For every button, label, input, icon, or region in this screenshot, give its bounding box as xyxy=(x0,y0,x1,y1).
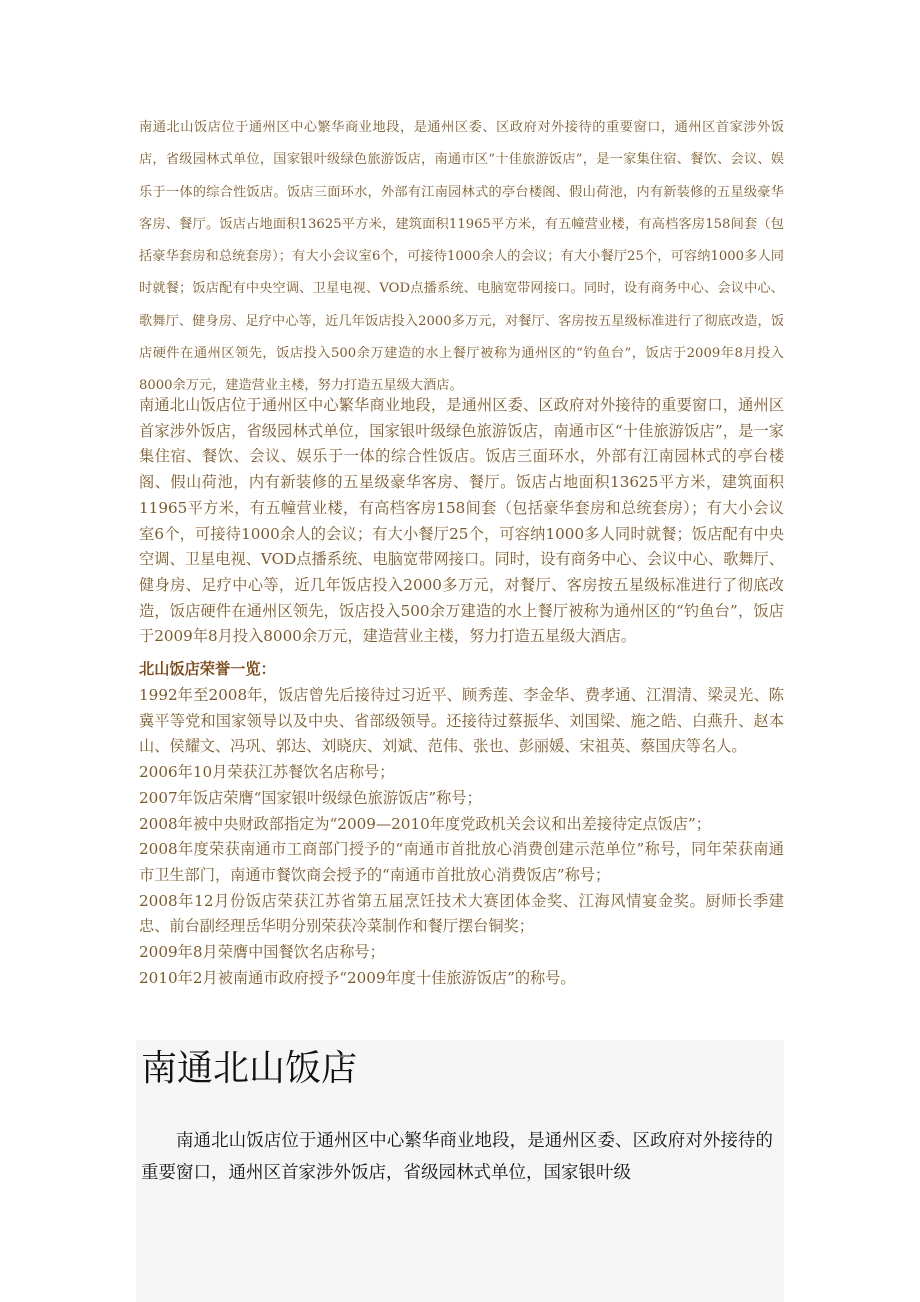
honor-item: 1992年至2008年，饭店曾先后接待过习近平、顾秀莲、李金华、费孝通、江渭清、梁灵光、陈冀平等党和国家领导以及中央、省部级领导。还接待过蔡振华、刘国梁、施之皓、白燕升、赵本山、侯耀文、冯巩、郭达、刘晓庆、刘斌、范伟、张也、彭丽媛、宋祖英、蔡国庆等名人。 xyxy=(139,686,784,756)
honor-item: 2008年被中央财政部指定为“2009—2010年度党政机关会议和出差接待定点饭店”； xyxy=(139,814,711,833)
honor-item: 2008年度荣获南通市工商部门授予的“南通市首批放心消费创建示范单位”称号，同年荣获南通市卫生部门，南通市餐饮商会授予的“南通市首批放心消费饭店”称号； xyxy=(139,840,784,884)
article-title: 南通北山饭店 xyxy=(141,1048,358,1088)
honor-item: 2010年2月被南通市政府授予“2009年度十佳旅游饭店”的称号。 xyxy=(139,968,576,987)
intro-paragraph-small: 南通北山饭店位于通州区中心繁华商业地段，是通州区委、区政府对外接待的重要窗口，通州区首家涉外饭店，省级园林式单位，国家银叶级绿色旅游饭店，南通市区“十佳旅游饭店”，是一家集住宿、餐饮、会议、娱乐于一体的综合性饭店。饭店三面环水，外部有江南园林式的亭台楼阁、假山荷池，内有新装修的五星级豪华客房、餐厅。饭店占地面积13625平方米，建筑面积11965平方米，有五幢营业楼，有高档客房158间套（包括豪华套房和总统套房）；有大小会议室6个，可接待1000余人的会议；有大小餐厅25个，可容纳1000多人同时就餐；饭店配有中央空调、卫星电视、VOD点播系统、电脑宽带网接口。同时，设有商务中心、会议中心、歌舞厅、健身房、足疗中心等，近几年饭店投入2000多万元，对餐厅、客房按五星级标准进行了彻底改造，饭店硬件在通州区领先，饭店投入500余万建造的水上餐厅被称为通州区的“钓鱼台”，饭店于2009年8月投入8000余万元，建造营业主楼，努力打造五星级大酒店。 xyxy=(139,120,784,394)
honors-list xyxy=(139,683,784,991)
intro-paragraph-large: 南通北山饭店位于通州区中心繁华商业地段，是通州区委、区政府对外接待的重要窗口，通州区首家涉外饭店，省级园林式单位，国家银叶级绿色旅游饭店，南通市区“十佳旅游饭店”，是一家集住宿、餐饮、会议、娱乐于一体的综合性饭店。饭店三面环水，外部有江南园林式的亭台楼阁、假山荷池，内有新装修的五星级豪华客房、餐厅。饭店占地面积13625平方米，建筑面积11965平方米，有五幢营业楼，有高档客房158间套（包括豪华套房和总统套房）；有大小会议室6个，可接待1000余人的会议；有大小餐厅25个，可容纳1000多人同时就餐；饭店配有中央空调、卫星电视、VOD点播系统、电脑宽带网接口。同时，设有商务中心、会议中心、歌舞厅、健身房、足疗中心等，近几年饭店投入2000多万元，对餐厅、客房按五星级标准进行了彻底改造，饭店硬件在通州区领先，饭店投入500余万建造的水上餐厅被称为通州区的“钓鱼台”，饭店于2009年8月投入8000余万元，建造营业主楼，努力打造五星级大酒店。 xyxy=(139,396,784,646)
honor-item: 2009年8月荣膺中国餐饮名店称号； xyxy=(139,943,385,962)
honor-item: 2008年12月份饭店荣获江苏省第五届烹饪技术大赛团体金奖、江海风情宴金奖。厨师长季建忠、前台副经理岳华明分别荣获冷菜制作和餐厅摆台铜奖； xyxy=(139,891,784,936)
article-body: 南通北山饭店位于通州区中心繁华商业地段，是通州区委、区政府对外接待的重要窗口，通州区首家涉外饭店，省级园林式单位，国家银叶级 xyxy=(141,1130,773,1182)
honors-heading: 北山饭店荣誉一览： xyxy=(139,660,276,678)
honor-item: 2007年饭店荣膺“国家银叶级绿色旅游饭店”称号； xyxy=(139,788,482,807)
honor-item: 2006年10月荣获江苏餐饮名店称号； xyxy=(139,763,395,782)
